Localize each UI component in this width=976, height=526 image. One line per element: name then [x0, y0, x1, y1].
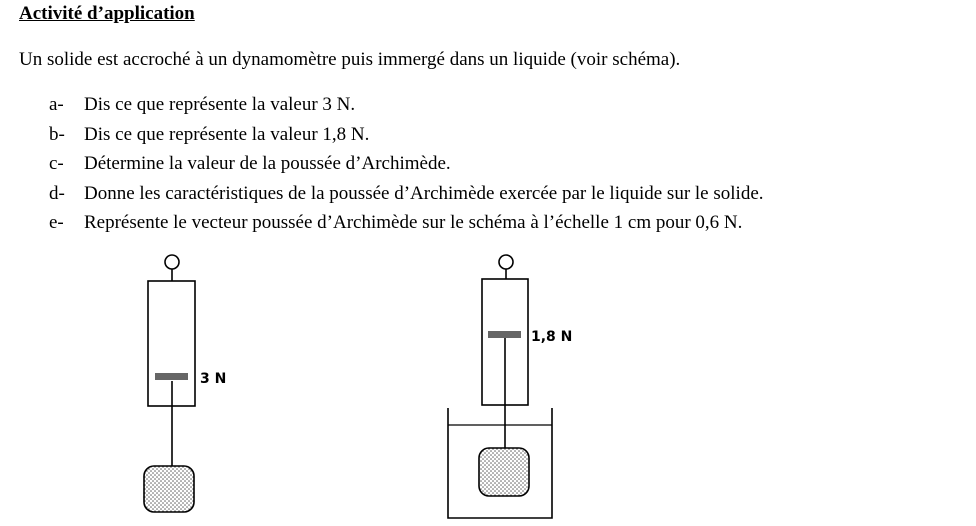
intro-text: Un solide est accroché à un dynamomètre puis immergé dans un liquide (voir schéma). [19, 49, 681, 70]
solid-block-immersed [479, 448, 529, 496]
question-text: Donne les caractéristiques de la poussée d’Archimède exercée par le liquide sur le solide. [84, 182, 764, 204]
solid-block [144, 466, 194, 512]
question-letter: d- [49, 182, 65, 204]
question-text: Dis ce que représente la valeur 3 N. [84, 94, 356, 115]
question-text: Représente le vecteur poussée d’Archimède sur le schéma à l’échelle 1 cm pour 0,6 N. [84, 212, 743, 233]
question-letter: a- [49, 94, 64, 115]
question-text: Dis ce que représente la valeur 1,8 N. [84, 123, 370, 145]
question-letter: e- [49, 212, 64, 233]
force-reading-in-air: 3 N [200, 371, 227, 387]
activity-title: Activité d’application [19, 3, 195, 24]
question-letter: c- [49, 153, 64, 174]
hook-ring [165, 255, 179, 269]
question-text: Détermine la valeur de la poussée d’Archimède. [84, 153, 451, 174]
question-letter: b- [49, 123, 65, 145]
hook-ring [499, 255, 513, 269]
indicator-bar [488, 331, 521, 338]
dynamometer-in-liquid [448, 255, 572, 518]
dynamometer-in-air [144, 255, 226, 512]
force-reading-in-liquid: 1,8 N [531, 329, 573, 345]
indicator-bar [155, 373, 188, 380]
